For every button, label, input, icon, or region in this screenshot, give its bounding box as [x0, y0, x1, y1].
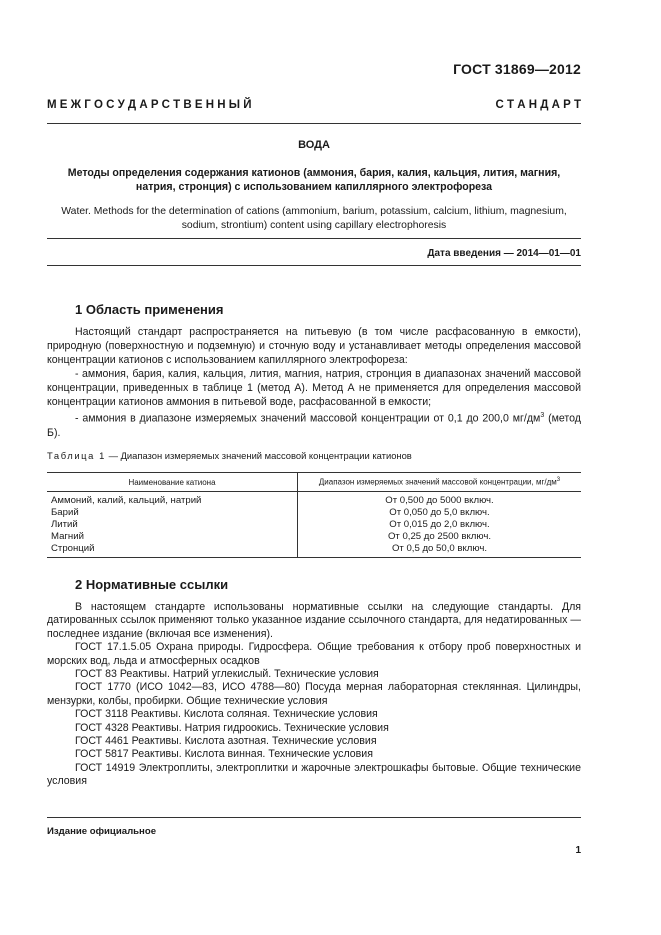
section-1-paragraph: - аммония, бария, калия, кальция, лития, магния, натрия, стронция в диапазонах значений массовой концентрации, приведенных в таблице 1 (метод А). Метод А не применяется для определения массовой концентрации катионов аммония в питьевой воде, расфасованной в емкости;: [47, 368, 581, 408]
interstate-word: М Е Ж Г О С У Д А Р С Т В Е Н Н Ы Й: [47, 99, 252, 111]
section-1-paragraph: Настоящий стандарт распространяется на питьевую (в том числе расфасованную в емкости), природную (поверхностную и подземную) и сточную воду и устанавливает методы определения массовой концентрации катионов с использованием капиллярного электрофореза:: [47, 326, 581, 366]
reference-item: ГОСТ 5817 Реактивы. Кислота винная. Технические условия: [75, 748, 373, 761]
header-divider: [47, 123, 581, 124]
cation-name: Литий: [47, 519, 298, 531]
title-russian-line: Методы определения содержания катионов (аммония, бария, калия, кальция, лития, магния,: [67, 167, 561, 179]
table-caption-text: — Диапазон измеряемых значений массовой концентрации катионов: [105, 450, 412, 461]
interstate-standard-heading: [47, 99, 581, 111]
reference-item: ГОСТ 1770 (ИСО 1042—83, ИСО 4788—80) Посуда мерная лабораторная стеклянная. Цилиндры, мензурки, колбы, пробирки. Общие технические условия: [47, 681, 581, 707]
table-row: [47, 543, 581, 558]
method-b-text: - аммония в диапазоне измеряемых значений массовой концентрации от 0,1 до 200,0 мг/дм: [75, 412, 541, 425]
column-header-range-text: Диапазон измеряемых значений массовой концентрации, мг/дм: [318, 477, 557, 487]
table-label: Таблица 1: [47, 450, 106, 461]
table-row: [47, 507, 581, 519]
section-1-body: [47, 325, 581, 440]
cation-range: От 0,015 до 2,0 включ.: [389, 519, 490, 530]
page-number: 1: [575, 845, 581, 856]
effective-date: Дата введения — 2014—01—01: [427, 248, 581, 259]
title-divider: [47, 238, 581, 239]
superscript: 3: [556, 477, 561, 484]
table-header-row: [47, 473, 581, 492]
superscript: 3: [540, 412, 545, 419]
section-1-heading: 1 Область применения: [75, 302, 224, 317]
method-b-text-end: (метод Б).: [47, 412, 581, 439]
cation-range: От 0,25 до 2500 включ.: [387, 531, 492, 542]
column-header-range: [298, 473, 582, 492]
title-russian: [60, 166, 568, 194]
cation-name: Барий: [47, 507, 298, 519]
reference-item: ГОСТ 4328 Реактивы. Натрия гидроокись. Технические условия: [75, 721, 389, 734]
normative-references: [47, 601, 581, 789]
table-1-caption: [47, 450, 412, 461]
table-row: [47, 519, 581, 531]
footer-divider: [47, 817, 581, 818]
reference-item: ГОСТ 3118 Реактивы. Кислота соляная. Технические условия: [75, 708, 378, 721]
cations-table: [47, 472, 581, 558]
reference-item: ГОСТ 83 Реактивы. Натрий углекислый. Технические условия: [75, 668, 379, 681]
title-english-line: sodium, strontium) content using capillary electrophoresis: [181, 220, 447, 231]
cation-name: Магний: [47, 531, 298, 543]
section-2-heading: 2 Нормативные ссылки: [75, 577, 229, 592]
standard-number: ГОСТ 31869—2012: [453, 61, 581, 77]
column-header-cation: Наименование катиона: [47, 473, 298, 492]
title-english: [60, 205, 568, 233]
standard-word: С Т А Н Д А Р Т: [495, 99, 581, 111]
reference-item: ГОСТ 14919 Электроплиты, электроплитки и жарочные электрошкафы бытовые. Общие технические условия: [47, 761, 581, 788]
cation-name: Аммоний, калий, кальций, натрий: [47, 492, 298, 508]
title-english-line: Water. Methods for the determination of cations (ammonium, barium, potassium, calcium, lithium, magnesium,: [61, 206, 567, 217]
reference-item: ГОСТ 17.1.5.05 Охрана природы. Гидросфера. Общие требования к отбору проб поверхностных и морских вод, льда и атмосферных осадков: [47, 641, 581, 667]
reference-item: ГОСТ 4461 Реактивы. Кислота азотная. Технические условия: [75, 735, 377, 748]
table-row: [47, 531, 581, 543]
cation-range: От 0,050 до 5,0 включ.: [389, 507, 490, 518]
section-1-paragraph: [47, 409, 581, 440]
title-russian-line: натрия, стронция) с использованием капиллярного электрофореза: [135, 181, 493, 193]
cation-name: Стронций: [47, 543, 298, 558]
date-divider: [47, 265, 581, 266]
official-edition-label: Издание официальное: [47, 826, 157, 837]
document-title: ВОДА: [298, 139, 330, 151]
table-row: [47, 492, 581, 508]
references-intro: В настоящем стандарте использованы нормативные ссылки на следующие стандарты. Для датированных ссылок применяют только указанное издание ссылочного стандарта, для недатированных — последнее издание (включая все изменения).: [47, 601, 581, 640]
cation-range: От 0,5 до 50,0 включ.: [298, 543, 582, 558]
cation-range: От 0,500 до 5000 включ.: [385, 495, 494, 506]
